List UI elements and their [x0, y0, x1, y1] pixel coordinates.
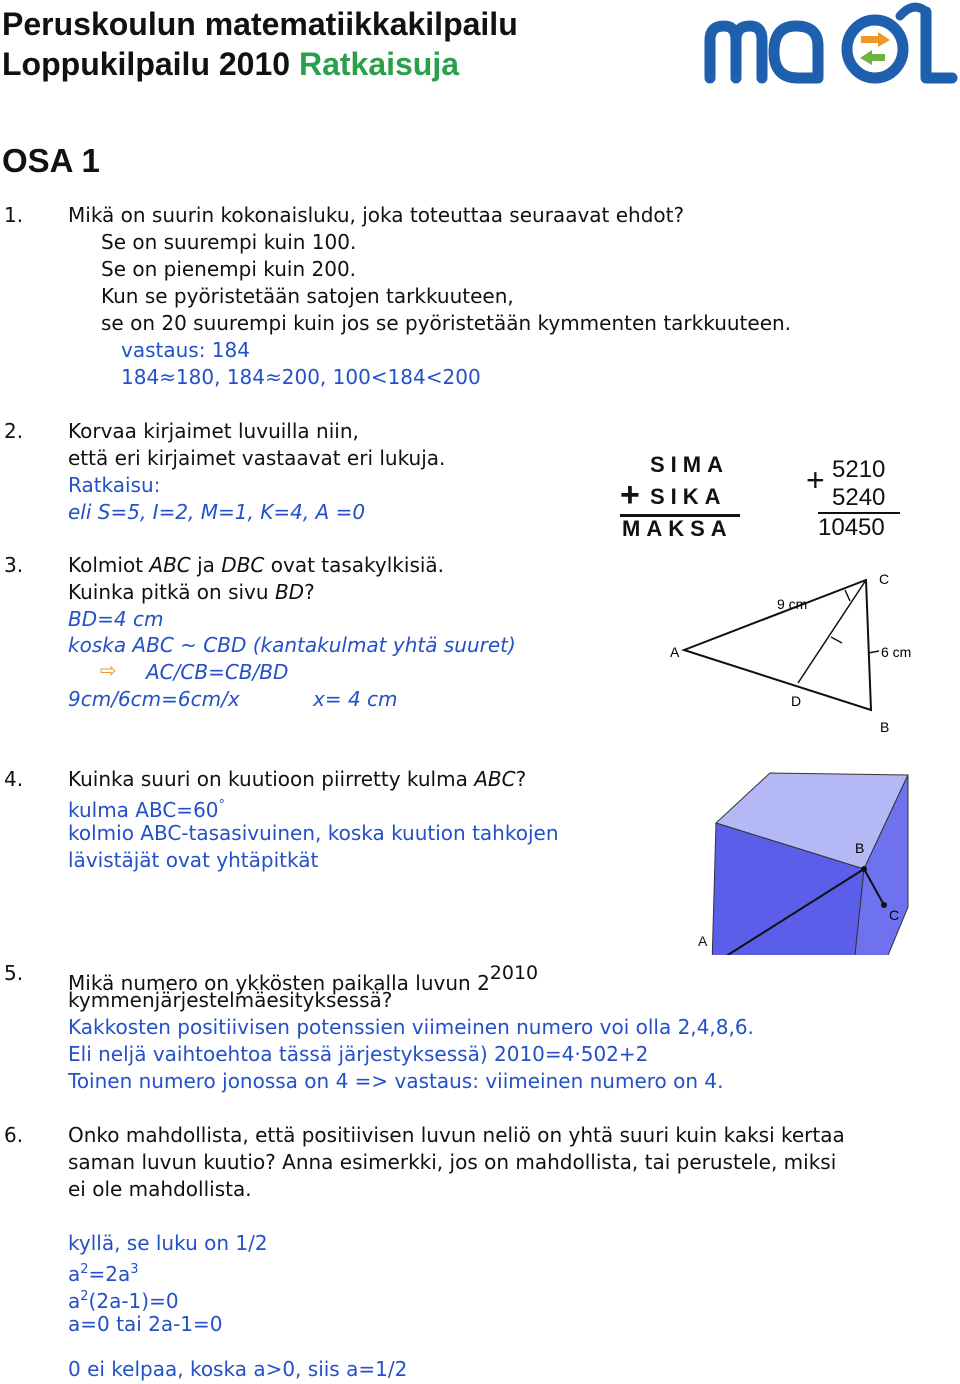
q3-side-bd: BD [274, 580, 305, 604]
logo-letter-o [847, 20, 903, 78]
label-c: C [889, 907, 900, 923]
q3-text: ? [304, 580, 315, 604]
q2-number: 2. [4, 419, 24, 443]
q6-eq-3: a=0 tai 2a-1=0 [68, 1312, 223, 1336]
q3-answer-2: AC/CB=CB/BD [146, 660, 289, 684]
q1-number: 1. [4, 203, 24, 227]
q6-eq-2 [68, 1284, 179, 1314]
q3-text: ja [190, 553, 222, 577]
q3-triangle-abc: ABC [149, 553, 191, 577]
label-a: A [698, 933, 708, 949]
q1-answer-0: vastaus: 184 [121, 338, 250, 362]
q5-line-2: kymmenjärjestelmäesityksessä? [68, 988, 393, 1012]
q1-line-0: Mikä on suurin kokonaisluku, joka toteuttaa seuraavat ehdot? [68, 203, 685, 227]
sum-row-1: 5210 [832, 456, 886, 483]
q6-exponent: 2 [80, 1262, 89, 1277]
q1-line-3: Kun se pyöristetään satojen tarkkuuteen, [101, 284, 514, 308]
q4-number: 4. [4, 767, 24, 791]
puzzle-plus: + [620, 476, 640, 514]
q5-exponent: 2010 [489, 962, 539, 984]
label-b: B [855, 840, 865, 856]
logo-letter-l [926, 12, 952, 78]
q4-answer-2: kolmio ABC-tasasivuinen, koska kuution tahkojen [68, 821, 559, 845]
sum-result: 10450 [818, 514, 885, 541]
sum-row-2: 5240 [832, 484, 886, 511]
q5-number: 5. [4, 961, 24, 985]
q3-answer-0: BD=4 cm [68, 607, 164, 631]
q2-answer-0: Ratkaisu: [68, 473, 161, 497]
q3-text: Kolmiot [68, 553, 150, 577]
maol-logo [700, 2, 958, 84]
q6-line-2: ei ole mahdollista. [68, 1177, 252, 1201]
q6-text: a [68, 1289, 81, 1313]
logo-swoosh [900, 7, 924, 16]
q3-text: Kuinka pitkä on sivu [68, 580, 275, 604]
q1-line-2: Se on pienempi kuin 200. [101, 257, 357, 281]
puzzle-row-1: SIMA [650, 452, 729, 477]
q1-line-4: se on 20 suurempi kuin jos se pyöristetään kymmenten tarkkuuteen. [101, 311, 792, 335]
logo-letter-a [774, 26, 818, 78]
q3-triangle-dbc: DBC [221, 553, 265, 577]
q4-line [68, 766, 526, 792]
q2-answer-1: eli S=5, I=2, M=1, K=4, A =0 [68, 500, 366, 524]
title-contest: Loppukilpailu 2010 [2, 46, 291, 82]
cube-figure [690, 765, 920, 955]
label-c: C [879, 571, 890, 587]
q6-eq-1 [68, 1257, 139, 1287]
logo-orange-bar [861, 36, 879, 43]
label-9cm: 9 cm [777, 596, 808, 612]
tick-mark [845, 590, 850, 601]
label-6cm: 6 cm [881, 644, 912, 660]
q3-answer-1: koska ABC ~ CBD (kantakulmat yhtä suuret) [68, 633, 516, 657]
q1-line-1: Se on suurempi kuin 100. [101, 230, 357, 254]
q6-line-1: saman luvun kuutio? Anna esimerkki, jos on mahdollista, tai perustele, miksi [68, 1150, 837, 1174]
q6-answer-1: kyllä, se luku on 1/2 [68, 1231, 268, 1255]
puzzle-row-2: SIKA [650, 484, 727, 509]
q4-angle-abc: ABC [474, 767, 516, 791]
puzzle-result: MAKSA [622, 516, 733, 541]
q3-text: ovat tasakylkisiä. [264, 553, 445, 577]
q3-calc-x: x= 4 cm [313, 687, 398, 711]
label-d: D [791, 693, 802, 709]
point-c [881, 902, 887, 908]
q3-calc: 9cm/6cm=6cm/x [68, 687, 240, 711]
q5-answer-2: Toinen numero jonossa on 4 => vastaus: viimeinen numero on 4. [68, 1069, 724, 1093]
q6-exponent: 2 [80, 1289, 89, 1304]
triangle-figure [660, 565, 930, 745]
logo-text: MAOL [700, 2, 703, 3]
q3-line-1 [68, 552, 444, 578]
q2-line-0: Korvaa kirjaimet luvuilla niin, [68, 419, 359, 443]
q6-final: 0 ei kelpaa, koska a>0, siis a=1/2 [68, 1357, 408, 1381]
degree-symbol: ° [218, 798, 226, 813]
section-title: OSA 1 [2, 142, 100, 179]
logo-green-arrow [860, 50, 872, 65]
point-b [861, 866, 867, 872]
q6-number: 6. [4, 1123, 24, 1147]
arrow-icon: ⇨ [100, 658, 117, 682]
q6-text: (2a-1)=0 [88, 1289, 179, 1313]
q2-line-1: että eri kirjaimet vastaavat eri lukuja. [68, 446, 446, 470]
label-b: B [880, 719, 890, 735]
title-solutions: Ratkaisuja [298, 46, 460, 82]
title-line-1: Peruskoulun matematiikkakilpailu [2, 6, 518, 42]
q6-line-0: Onko mahdollista, että positiivisen luvun neliö on yhtä suuri kuin kaksi kertaa [68, 1123, 845, 1147]
sum-plus: + [806, 462, 825, 498]
q6-text: =2a [88, 1262, 131, 1286]
q4-text: ? [515, 767, 527, 791]
q4-text: Kuinka suuri on kuutioon piirretty kulma [68, 767, 475, 791]
q5-text: Mikä numero on ykkösten paikalla luvun 2 [68, 971, 490, 995]
title-line-2 [2, 44, 518, 84]
q6-text: a [68, 1262, 81, 1286]
q5-answer-1: Eli neljä vaihtoehtoa tässä järjestyksessä) 2010=4·502+2 [68, 1042, 649, 1066]
q4-answer-3: lävistäjät ovat yhtäpitkät [68, 848, 319, 872]
document-title [2, 4, 518, 84]
q6-exponent: 3 [130, 1262, 139, 1277]
q1-answer-1: 184≈180, 184≈200, 100<184<200 [121, 365, 481, 389]
logo-orange-arrow [878, 32, 890, 47]
label-a: A [670, 644, 680, 660]
q3-number: 3. [4, 553, 24, 577]
tick-mark [831, 637, 842, 643]
q4-angle-value: kulma ABC=60 [68, 798, 219, 822]
q4-answer-1 [68, 793, 225, 823]
segment-cd [798, 580, 866, 683]
q5-answer-0: Kakkosten positiivisen potenssien viimeinen numero voi olla 2,4,8,6. [68, 1015, 754, 1039]
q3-line-2 [68, 579, 315, 605]
